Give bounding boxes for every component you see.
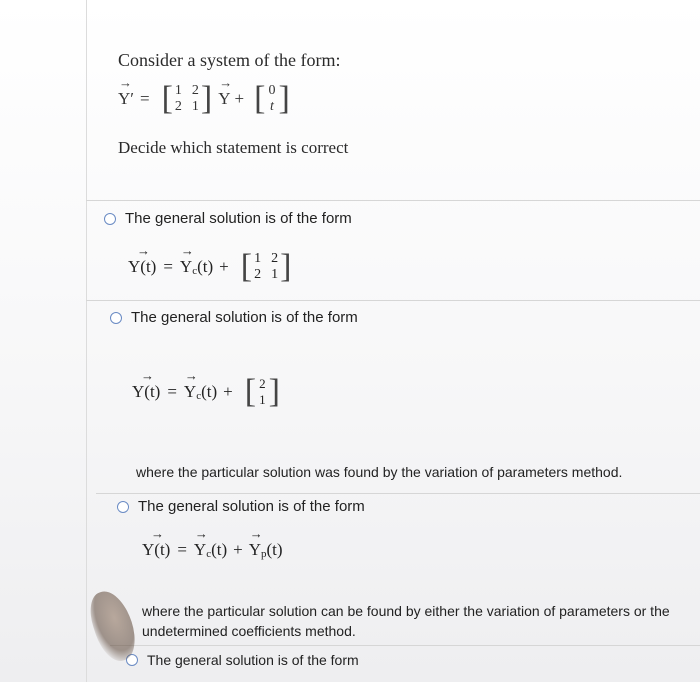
forcing-vector: [ 0 t ] xyxy=(254,80,290,117)
system-equation xyxy=(118,75,296,117)
question-prompt: Decide which statement is correct xyxy=(118,138,349,157)
option-3[interactable] xyxy=(117,498,365,515)
radio-button[interactable] xyxy=(110,312,122,324)
content-left-border xyxy=(86,0,87,682)
option-3-note-line-1: where the particular solution can be found by either the variation of parameters or the xyxy=(142,603,670,619)
option-3-formula: → Y(t) = → Y c (t) + → Y p (t) xyxy=(142,526,283,560)
radio-button[interactable] xyxy=(104,213,116,225)
equals-sign: = xyxy=(140,89,150,108)
option-3-note xyxy=(142,601,670,641)
option-4[interactable] xyxy=(126,652,359,668)
option-1-formula: → Y(t) = → Y c (t) + [ 1 2 2 1 ] xyxy=(128,243,292,285)
coefficient-matrix: [ 1 2 2 1 ] xyxy=(161,80,213,117)
option-3-note-line-2: undetermined coefficients method. xyxy=(142,623,356,639)
y-vector: → Y xyxy=(218,75,233,108)
option-2-note: where the particular solution was found by the variation of parameters method. xyxy=(136,464,623,480)
option-2[interactable] xyxy=(110,309,358,326)
constant-matrix: [ 1 2 2 1 ] xyxy=(240,248,292,285)
option-3-label: The general solution is of the form xyxy=(138,498,365,515)
option-2-label: The general solution is of the form xyxy=(131,309,358,326)
radio-button[interactable] xyxy=(117,501,129,513)
option-1-label: The general solution is of the form xyxy=(125,210,352,227)
separator xyxy=(110,645,700,646)
option-1[interactable] xyxy=(104,210,352,227)
question-intro: Consider a system of the form: xyxy=(118,50,341,70)
option-4-label: The general solution is of the form xyxy=(147,652,359,668)
y-prime-vector: → Y′ xyxy=(118,75,134,108)
plus-sign: + xyxy=(234,89,245,108)
separator xyxy=(86,300,700,301)
separator xyxy=(96,493,700,494)
separator xyxy=(86,200,700,201)
option-2-formula: → Y(t) = → Y c (t) + [ 2 1 ] xyxy=(132,368,280,410)
constant-vector: [ 2 1 ] xyxy=(244,373,280,410)
